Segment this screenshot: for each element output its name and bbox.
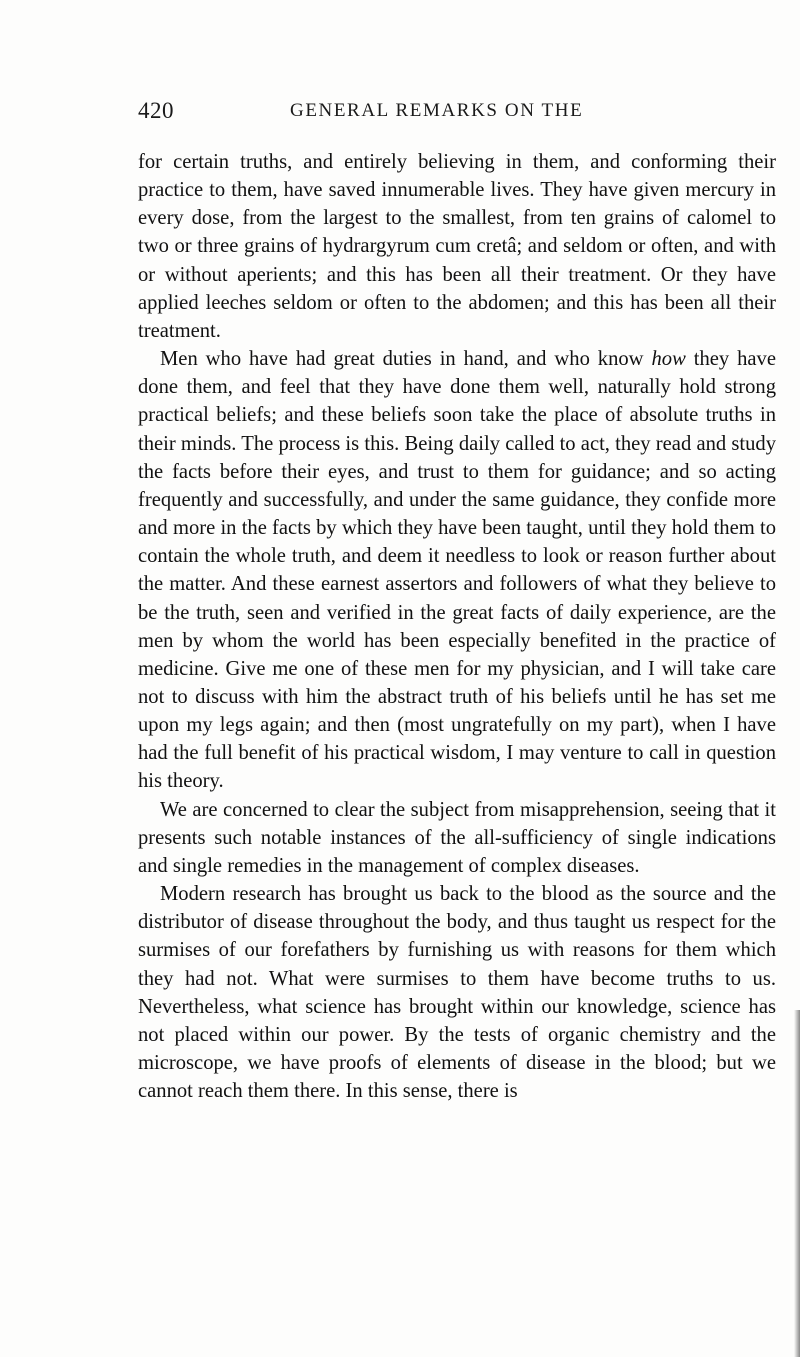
page-edge-shadow — [794, 1010, 800, 1357]
running-title: GENERAL REMARKS ON THE — [290, 100, 584, 121]
paragraph-4: Modern research has brought us back to the blood as the source and the distributor of disease throughout the body, and thus taught us respect for the surmises of our forefathers by furnishing us with reasons for them which they had not. What were surmises to them have become truths to us. Nevertheless, what science has brought within our knowledge, science has not placed within our power. By the tests of organic chemistry and the microscope, we have proofs of elements of disease in the blood; but we cannot reach them there. In this sense, there is — [138, 883, 776, 1103]
paragraph-1: for certain truths, and entirely believing in them, and conforming their practice to them, have saved innumerable lives. They have given mercury in every dose, from the largest to the smallest, from ten grains of calomel to two or three grains of hydrargyrum cum cretâ; and seldom or often, and with or without aperients; and this has been all their treatment. Or they have applied leeches seldom or often to the abdomen; and this has been all their treatment. — [138, 151, 776, 342]
page-number: 420 — [138, 98, 174, 123]
paragraph-2: Men who have had great duties in hand, and who know how they have done them, and feel that they have done them well, naturally hold strong practical beliefs; and these beliefs soon take the place of absolute truths in their minds. The process is this. Being daily called to act, they read and study the facts before their eyes, and trust to them for guidance; and so acting frequently and successfully, and under the same guidance, they confide more and more in the facts by which they have been taught, until they hold them to contain the whole truth, and deem it needless to look or reason further about the matter. And these earnest assertors and followers of what they believe to be the truth, seen and verified in the great facts of daily experience, are the men by whom the world has been especially benefited in the practice of medicine. Give me one of these men for my physician, and I will take care not to discuss with him the abstract truth of his beliefs until he has set me upon my legs again; and then (most ungratefully on my part), when I have had the full benefit of his practical wisdom, I may venture to call in question his theory. — [138, 348, 776, 793]
body-text — [138, 148, 776, 1105]
emphasis-how: how — [651, 348, 686, 371]
paragraph-3: We are concerned to clear the subject from misapprehension, seeing that it presents such notable instances of the all-sufficiency of single indications and single remedies in the management of complex diseases. — [138, 798, 776, 877]
running-head — [138, 98, 776, 128]
